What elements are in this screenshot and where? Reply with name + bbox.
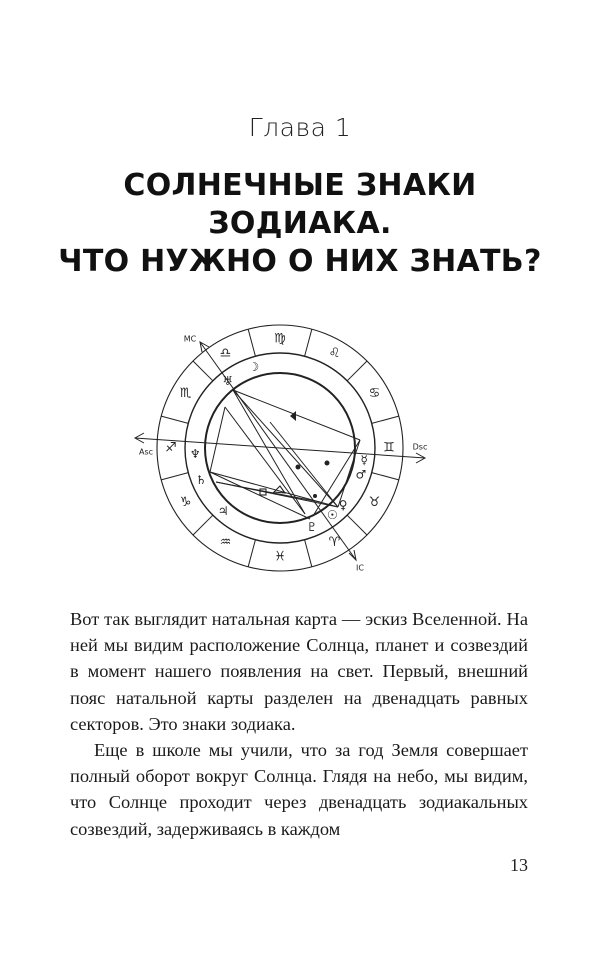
zodiac-sign-glyph: ♒ <box>219 534 232 550</box>
zodiac-sign-glyph: ♋ <box>368 386 381 401</box>
planet-glyph: ♃ <box>217 504 229 519</box>
natal-chart-illustration <box>120 312 450 582</box>
axis-label-asc: Asc <box>138 447 154 457</box>
sector-divider <box>248 540 255 567</box>
zodiac-sign-glyph: ♏ <box>179 386 192 401</box>
zodiac-sign-glyph: ♓ <box>274 549 286 565</box>
chapter-title-line: ЧТО НУЖНО О НИХ ЗНАТЬ? <box>58 244 542 279</box>
sector-divider <box>372 473 399 480</box>
sector-divider <box>347 361 367 381</box>
planet-glyph: ☽ <box>248 360 260 375</box>
planet-glyph: ♇ <box>306 519 318 534</box>
axis-arrows <box>135 342 425 560</box>
sector-divider <box>193 515 213 535</box>
chapter-title <box>0 167 600 281</box>
zodiac-sign-glyph: ♈ <box>328 534 341 550</box>
axis-label-dsc: Dsc <box>412 442 428 452</box>
zodiac-sign-glyph: ♌ <box>328 346 341 362</box>
sector-divider <box>248 329 255 356</box>
page-number: 13 <box>510 855 528 875</box>
axis-label-ic: IC <box>356 563 364 573</box>
sector-divider <box>305 540 312 567</box>
sector-divider <box>305 329 312 356</box>
planet-glyph: ♆ <box>189 446 201 461</box>
paragraph: Еще в школе мы учили, что за год Земля совершает полный оборот вокруг Солнца. Глядя на небо, мы видим, что Солнце проходит через двенадцать зодиакальных созвездий, задерживаясь в каждом <box>70 740 528 839</box>
sector-divider <box>347 515 367 535</box>
planet-glyph: ♄ <box>195 472 207 487</box>
sector-divider <box>193 361 213 381</box>
axis-label-mc: MC <box>183 334 197 344</box>
sector-divider <box>161 416 188 423</box>
planet-glyph: ♀ <box>338 497 348 512</box>
zodiac-sign-glyph: ♎ <box>219 346 232 362</box>
planet-glyph: ☉ <box>326 507 338 522</box>
zodiac-sign-glyph: ♐ <box>165 440 177 456</box>
planet-glyph: ☿ <box>360 452 368 467</box>
sector-divider <box>161 473 188 480</box>
zodiac-sign-glyph: ♊ <box>383 440 395 456</box>
paragraph: Вот так выглядит натальная карта — эскиз Вселенной. На ней мы видим расположение Солнца, планет и созвездий в момент нашего появления на свет. Первый, внешний пояс натальной карты разделен на двенадцать равных секторов. Это знаки зодиака. <box>70 609 528 734</box>
zodiac-sign-glyph: ♉ <box>368 495 381 510</box>
sector-divider <box>372 416 399 423</box>
chapter-heading: Глава 1 <box>248 113 352 142</box>
body-text <box>70 606 528 842</box>
zodiac-sign-glyph: ♍ <box>274 331 286 347</box>
chapter-title-line: СОЛНЕЧНЫЕ ЗНАКИ <box>123 168 477 203</box>
chapter-title-line: ЗОДИАКА. <box>208 206 392 241</box>
planet-glyph: ♅ <box>222 374 234 389</box>
planet-glyph: ♂ <box>355 467 367 482</box>
aspect-lines <box>210 390 360 519</box>
zodiac-sign-glyph: ♑ <box>179 495 192 510</box>
